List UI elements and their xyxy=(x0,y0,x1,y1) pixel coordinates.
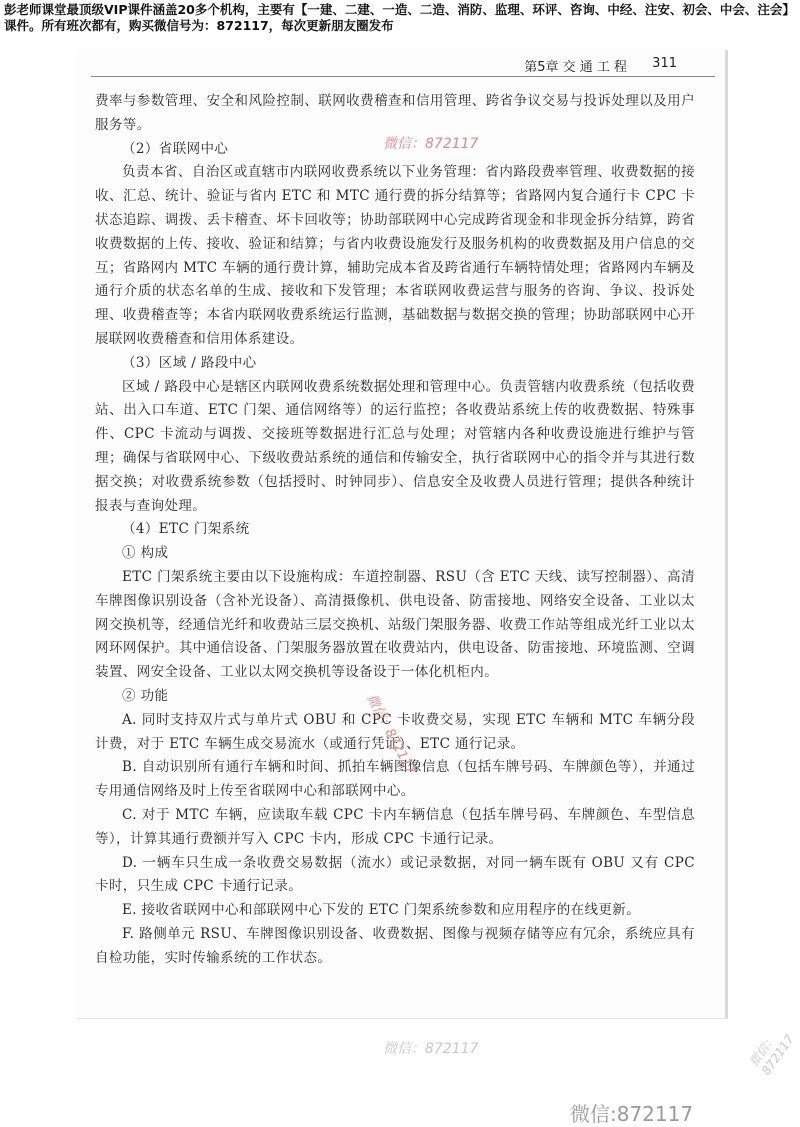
watermark-diagonal: 微信：872117 xyxy=(363,691,419,778)
watermark-top: 微信：872117 xyxy=(383,136,479,152)
section-heading: （3）区域 / 路段中心 xyxy=(122,354,257,371)
subsection-heading: ① 构成 xyxy=(122,545,169,562)
watermark-corner: 微信：872117 xyxy=(746,1031,797,1078)
watermark-footer: 微信:872117 xyxy=(570,1102,694,1126)
page-number: 311 xyxy=(652,56,677,71)
body-text xyxy=(95,90,695,970)
paragraph: 费率与参数管理、安全和风险控制、联网收费稽查和信用管理、跨省争议交易与投诉处理以及用户服务等。 xyxy=(95,93,695,133)
list-item: E. 接收省联网中心和部联网中心下发的 ETC 门架系统参数和应用程序的在线更新。 xyxy=(122,902,641,919)
list-item: A. 同时支持双片式与单片式 OBU 和 CPC 卡收费交易，实现 ETC 车辆和 MTC 车辆分段计费，对于 ETC 车辆生成交易流水（或通行凭证）、ETC 通行记录。 xyxy=(95,711,695,752)
list-item: D. 一辆车只生成一条收费交易数据（流水）或记录数据，对同一辆车既有 OBU 又有 CPC 卡时，只生成 CPC 卡通行记录。 xyxy=(95,854,695,895)
section-heading: （2）省联网中心 xyxy=(122,140,229,157)
section-heading: （4）ETC 门架系统 xyxy=(122,521,250,538)
paragraph: ETC 门架系统主要由以下设施构成：车道控制器、RSU（含 ETC 天线、读写控制器）、高清车牌图像识别设备（含补光设备）、高清摄像机、供电设备、防雷接地、网络安全设备、工业以太网交换机等，经通信光纤和收费站三层交换机、站级门架服务器、收费工作站等组成光纤工业以太网环网保护。其中通信设备、门架服务器放置在收费站内，供电设备、防雷接地、环境监测、空调装置、网安全设备、工业以太网交换机等设备设于一体化机柜内。 xyxy=(95,568,695,681)
chapter-title: 第5章 交 通 工 程 xyxy=(524,60,627,75)
paragraph: 负责本省、自治区或直辖市内联网收费系统以下业务管理：省内路段费率管理、收费数据的接收、汇总、统计、验证与省内 ETC 和 MTC 通行费的拆分结算等；省路网内复合通行卡 CPC 卡状态追踪、调拨、丢卡稽查、坏卡回收等；协助部联网中心完成跨省现金和非现金拆分结算，跨省收费数据的上传、接收、验证和结算；与省内收费设施发行及服务机构的收费数据及用户信息的交互；省路网内 MTC 车辆的通行费计算，辅助完成本省及跨省通行车辆特情处理；省路网内车辆及通行介质的状态名单的生成、接收和下发管理；本省联网收费运营与服务的咨询、争议、投诉处理、收费稽查等；本省内联网收费系统运行监测，基础数据与数据交换的管理；协助部联网中心开展联网收费稽查和信用体系建设。 xyxy=(95,164,695,347)
subsection-heading: ② 功能 xyxy=(122,687,169,704)
promo-banner: 彭老师课堂最顶级VIP课件涵盖20多个机构，主要有【一建、二建、一造、二造、消防、监理、环评、咨询、中经、注安、初会、中会、注会】课件。所有班次都有，购买微信号为：872117，每次更新朋友圈发布 xyxy=(4,2,795,33)
paragraph: 区域 / 路段中心是辖区内联网收费系统数据处理和管理中心。负责管辖内收费系统（包括收费站、出入口车道、ETC 门架、通信网络等）的运行监控；各收费站系统上传的收费数据、特殊事件、CPC 卡流动与调拨、交接班等数据进行汇总与处理；对管辖内各种收费设施进行维护与管理；确保与省联网中心、下级收费站系统的通信和传输安全，执行省联网中心的指令并与其进行数据交换；对收费系统参数（包括授时、时钟同步）、信息安全及收费人员进行管理；提供各种统计报表与查询处理。 xyxy=(95,378,695,514)
list-item: C. 对于 MTC 车辆，应读取车载 CPC 卡内车辆信息（包括车牌号码、车牌颜色、车型信息等），计算其通行费额并写入 CPC 卡内，形成 CPC 卡通行记录。 xyxy=(95,806,695,847)
header-rule xyxy=(91,76,715,77)
running-header xyxy=(77,56,725,74)
list-item: B. 自动识别所有通行车辆和时间、抓拍车辆图像信息（包括车牌号码、车牌颜色等），并通过专用通信网络及时上传至省联网中心和部联网中心。 xyxy=(95,759,695,800)
watermark-bottom: 微信：872117 xyxy=(383,1041,479,1057)
list-item: F. 路侧单元 RSU、车牌图像识别设备、收费数据、图像与视频存储等应有冗余，系统应具有自检功能，实时传输系统的工作状态。 xyxy=(95,925,695,966)
